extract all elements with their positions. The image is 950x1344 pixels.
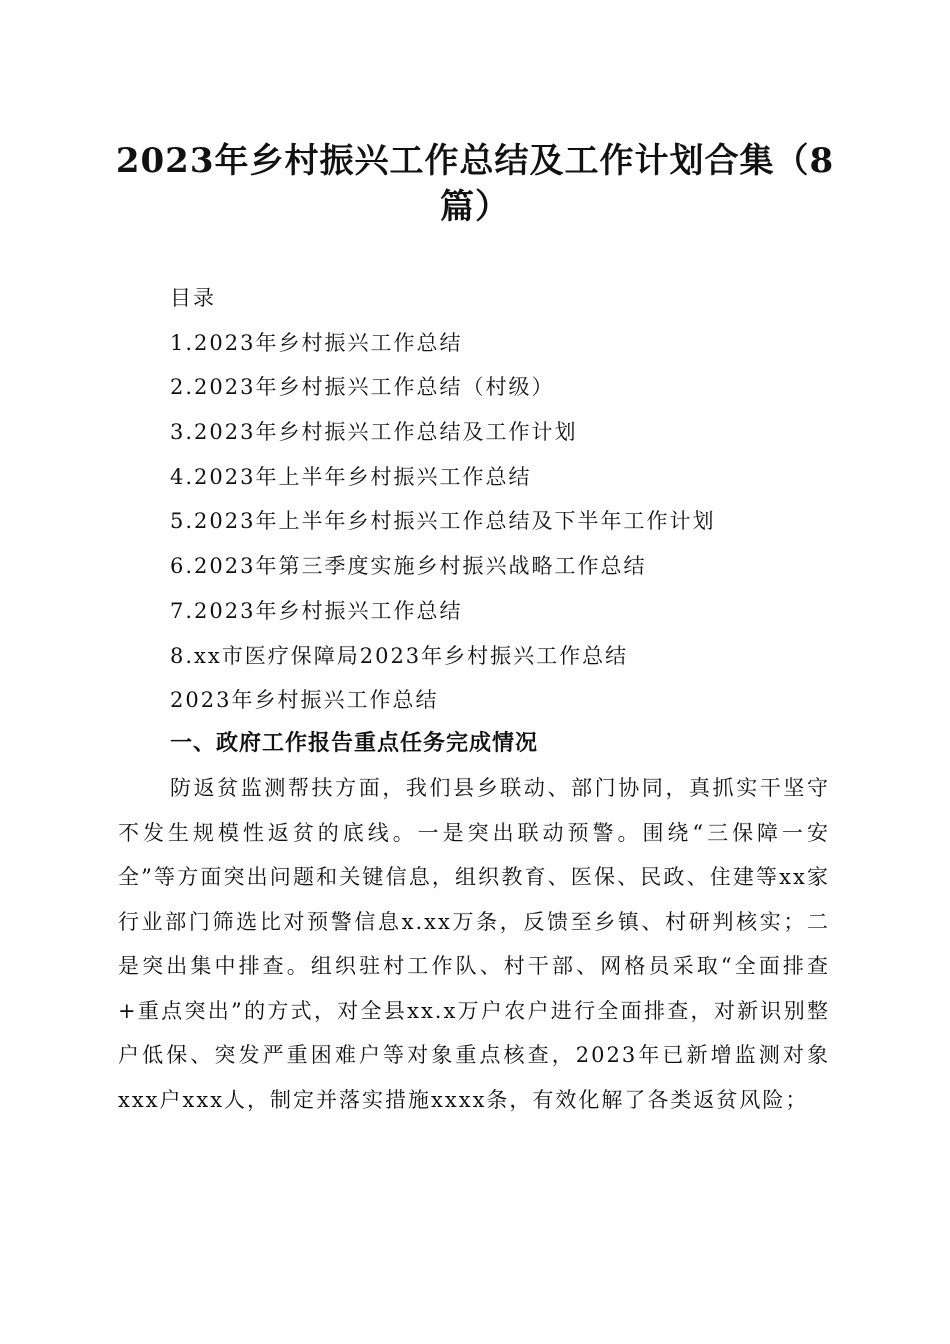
toc-item: 5.2023年上半年乡村振兴工作总结及下半年工作计划 — [170, 509, 716, 534]
article-title: 2023年乡村振兴工作总结 — [170, 688, 439, 713]
table-of-contents — [170, 276, 850, 723]
toc-item: 4.2023年上半年乡村振兴工作总结 — [170, 464, 532, 489]
body-paragraph: 防返贫监测帮扶方面，我们县乡联动、部门协同，真抓实干坚守不发生规模性返贫的底线。一是突出联动预警。围绕“三保障一安全”等方面突出问题和关键信息，组织教育、医保、民政、住建等xx家行业部门筛选比对预警信息x.xx万条，反馈至乡镇、村研判核实；二是突出集中排查。组织驻村工作队、村干部、网格员采取“全面排查+重点突出”的方式，对全县xx.x万户农户进行全面排查，对新识别整户低保、突发严重困难户等对象重点核查，2023年已新增监测对象xxx户xxx人，制定并落实措施xxxx条，有效化解了各类返贫风险； — [118, 776, 830, 1112]
toc-heading: 目录 — [170, 286, 216, 310]
toc-item: 3.2023年乡村振兴工作总结及工作计划 — [170, 420, 578, 445]
toc-item: 7.2023年乡村振兴工作总结 — [170, 598, 463, 623]
document-title: 2023年乡村振兴工作总结及工作计划合集（8篇） — [115, 141, 835, 227]
toc-item: 6.2023年第三季度实施乡村振兴战略工作总结 — [170, 554, 647, 579]
toc-item: 2.2023年乡村振兴工作总结（村级） — [170, 375, 555, 400]
toc-item: 1.2023年乡村振兴工作总结 — [170, 330, 463, 355]
toc-item: 8.xx市医疗保障局2023年乡村振兴工作总结 — [170, 643, 629, 668]
section-heading: 一、政府工作报告重点任务完成情况 — [170, 731, 539, 756]
